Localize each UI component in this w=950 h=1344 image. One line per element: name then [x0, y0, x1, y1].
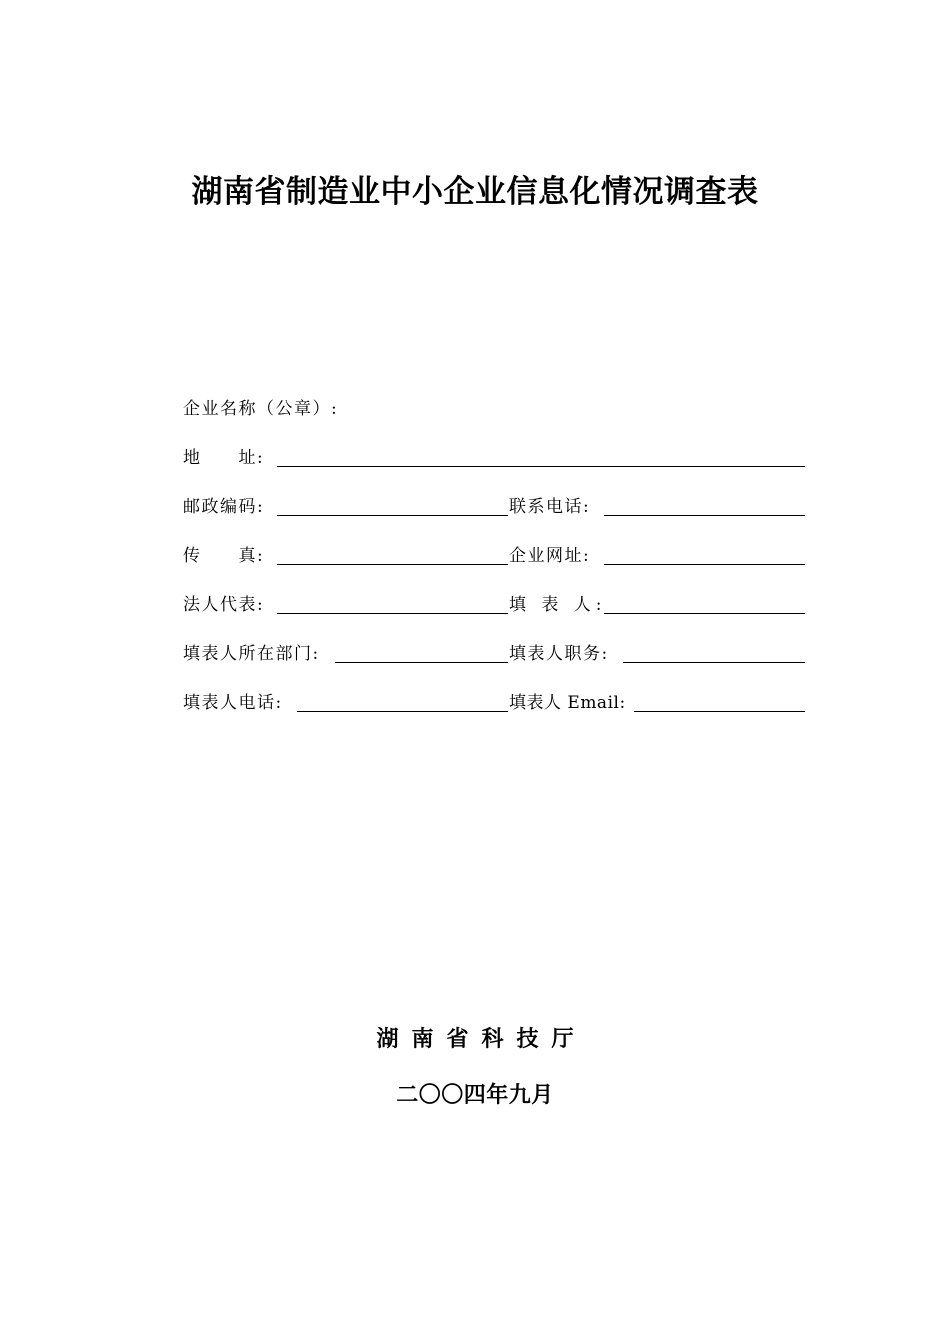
postal-code-label: 邮政编码:	[183, 497, 265, 517]
contact-phone-field[interactable]	[604, 515, 805, 516]
fax-label: 传 真:	[183, 546, 265, 566]
contact-phone-label: 联系电话:	[509, 497, 591, 517]
company-name-label: 企业名称（公章）:	[183, 399, 339, 419]
filler-email-field[interactable]	[634, 711, 805, 712]
document-title: 湖南省制造业中小企业信息化情况调查表	[191, 174, 759, 210]
legal-rep-field[interactable]	[277, 613, 508, 614]
address-field[interactable]	[277, 466, 805, 467]
issuer-name: 湖南省科技厅	[376, 1027, 587, 1052]
issue-date: 二〇〇四年九月	[396, 1083, 554, 1108]
filler-phone-field[interactable]	[297, 711, 508, 712]
filler-dept-field[interactable]	[335, 662, 508, 663]
filler-email-label: 填表人 Email:	[509, 693, 626, 713]
filler-phone-label: 填表人电话:	[183, 693, 283, 713]
postal-code-field[interactable]	[277, 515, 508, 516]
filler-field[interactable]	[604, 613, 805, 614]
filler-label: 填 表 人:	[509, 595, 607, 615]
filler-dept-label: 填表人所在部门:	[183, 644, 320, 664]
filler-position-label: 填表人职务:	[509, 644, 609, 664]
website-field[interactable]	[604, 564, 805, 565]
filler-position-field[interactable]	[623, 662, 805, 663]
website-label: 企业网址:	[509, 546, 591, 566]
legal-rep-label: 法人代表:	[183, 595, 265, 615]
fax-field[interactable]	[277, 564, 508, 565]
address-label: 地 址:	[183, 448, 265, 468]
